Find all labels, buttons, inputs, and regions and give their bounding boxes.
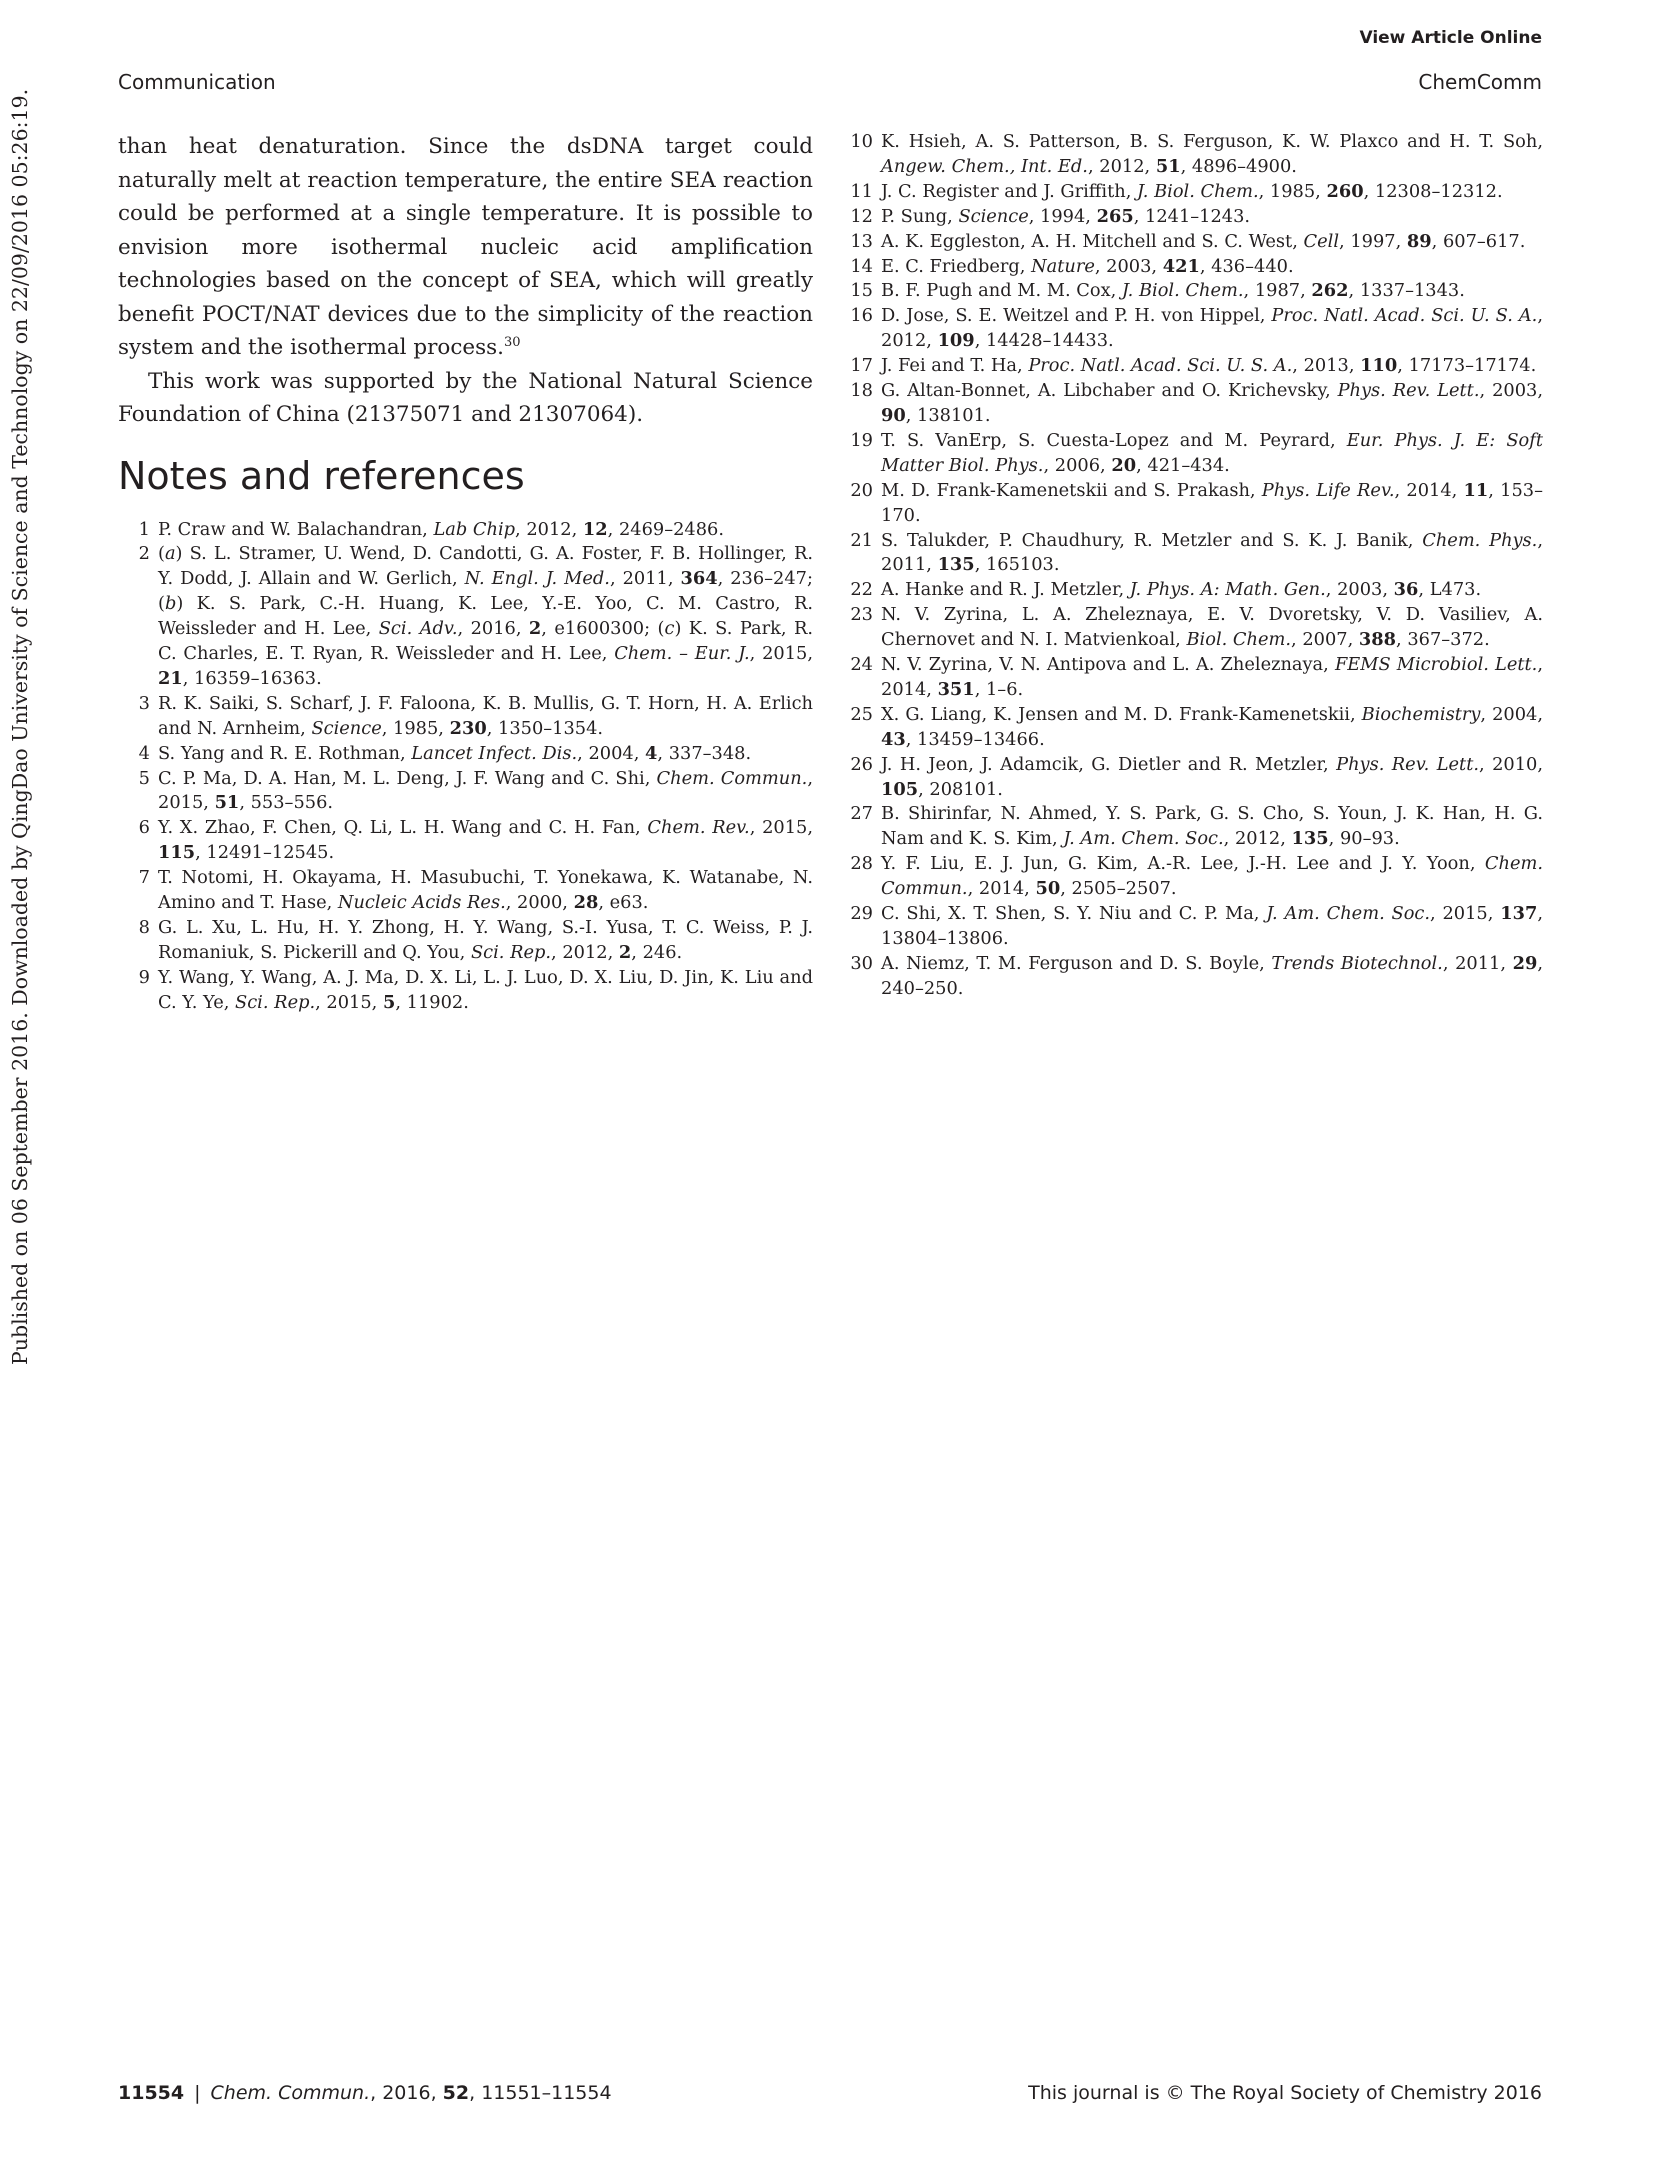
reference-item	[118, 767, 813, 817]
reference-text: A. K. Eggleston, A. H. Mitchell and S. C. West, Cell, 1997, 89, 607–617.	[881, 230, 1526, 252]
view-article-online-link[interactable]: View Article Online	[1359, 28, 1542, 48]
left-column	[118, 130, 813, 1016]
reference-text: D. Jose, S. E. Weitzel and P. H. von Hippel, Proc. Natl. Acad. Sci. U. S. A., 2012, 109, 14428–14433.	[881, 305, 1543, 352]
reference-item	[843, 379, 1543, 429]
reference-text: A. Niemz, T. M. Ferguson and D. S. Boyle, Trends Biotechnol., 2011, 29, 240–250.	[881, 952, 1543, 999]
reference-item	[843, 429, 1543, 479]
reference-text: Y. Wang, Y. Wang, A. J. Ma, D. X. Li, L. J. Luo, D. X. Liu, D. Jin, K. Liu and C. Y. Ye, Sci. Rep., 2015, 5, 11902.	[158, 966, 813, 1013]
reference-item	[118, 542, 813, 691]
reference-text: N. V. Zyrina, V. N. Antipova and L. A. Zheleznaya, FEMS Microbiol. Lett., 2014, 351, 1–6.	[881, 654, 1543, 700]
body-text	[118, 130, 813, 432]
reference-number: 28	[850, 853, 873, 875]
page-footer	[118, 2082, 1542, 2112]
reference-item	[118, 816, 813, 866]
reference-number: 25	[850, 703, 873, 725]
reference-number: 30	[850, 952, 873, 974]
reference-number: 17	[850, 355, 873, 377]
reference-text: G. L. Xu, L. Hu, H. Y. Zhong, H. Y. Wang, S.-I. Yusa, T. C. Weiss, P. J. Romaniuk, S. Pickerill and Q. You, Sci. Rep., 2012, 2, 246.	[158, 917, 813, 963]
acknowledgement-paragraph: This work was supported by the National Natural Science Foundation of China (21375071 and 21307064).	[118, 368, 813, 427]
reference-text: T. Notomi, H. Okayama, H. Masubuchi, T. Yonekawa, K. Watanabe, N. Amino and T. Hase, Nucleic Acids Res., 2000, 28, e63.	[158, 867, 813, 914]
reference-text: N. V. Zyrina, L. A. Zheleznaya, E. V. Dvoretsky, V. D. Vasiliev, A. Chernovet and N. I. Matvienkoal, Biol. Chem., 2007, 388, 367–372.	[881, 604, 1543, 651]
reference-number: 14	[850, 255, 873, 277]
reference-item	[843, 952, 1543, 1002]
reference-item	[118, 742, 813, 767]
reference-text: (a) S. L. Stramer, U. Wend, D. Candotti, G. A. Foster, F. B. Hollinger, R. Y. Dodd, J. Allain and W. Gerlich, N. Engl. J. Med., 2011, 364, 236–247; (b) K. S. Park, C.-H. Huang, K. Lee, Y.-E. Yoo, C. M. Castro, R. Weissleder and H. Lee, Sci. Adv., 2016, 2, e1600300; (c) K. S. Park, R. C. Charles, E. T. Ryan, R. Weissleder and H. Lee, Chem. – Eur. J., 2015, 21, 16359–16363.	[158, 543, 814, 689]
reference-number: 15	[850, 280, 873, 302]
reference-item	[843, 578, 1543, 603]
reference-list-left	[118, 518, 813, 1016]
reference-number: 10	[850, 131, 873, 152]
reference-number: 27	[850, 803, 873, 825]
reference-text: S. Yang and R. E. Rothman, Lancet Infect. Dis., 2004, 4, 337–348.	[158, 742, 752, 764]
reference-number: 23	[850, 604, 873, 626]
reference-text: Y. X. Zhao, F. Chen, Q. Li, L. H. Wang and C. H. Fan, Chem. Rev., 2015, 115, 12491–12545.	[158, 817, 813, 864]
reference-text: J. H. Jeon, J. Adamcik, G. Dietler and R. Metzler, Phys. Rev. Lett., 2010, 105, 208101.	[881, 753, 1543, 800]
section-label: Communication	[118, 70, 276, 94]
reference-number: 21	[850, 529, 873, 551]
reference-number: 19	[850, 429, 873, 451]
reference-text: C. P. Ma, D. A. Han, M. L. Deng, J. F. Wang and C. Shi, Chem. Commun., 2015, 51, 553–556.	[158, 767, 813, 814]
reference-number: 8	[138, 917, 150, 938]
reference-item	[843, 255, 1543, 280]
reference-item	[843, 304, 1543, 354]
reference-text: S. Talukder, P. Chaudhury, R. Metzler and S. K. J. Banik, Chem. Phys., 2011, 135, 165103.	[881, 529, 1543, 576]
reference-item	[843, 479, 1543, 529]
reference-number: 12	[850, 205, 873, 227]
reference-item	[118, 692, 813, 742]
reference-number: 3	[138, 692, 150, 714]
reference-number: 13	[850, 230, 873, 252]
reference-number: 2	[138, 543, 150, 565]
reference-item	[843, 902, 1543, 952]
notes-heading: Notes and references	[118, 453, 525, 498]
reference-text: C. Shi, X. T. Shen, S. Y. Niu and C. P. Ma, J. Am. Chem. Soc., 2015, 137, 13804–13806.	[881, 903, 1543, 949]
reference-text: T. S. VanErp, S. Cuesta-Lopez and M. Peyrard, Eur. Phys. J. E: Soft Matter Biol. Phys., 2006, 20, 421–434.	[881, 429, 1543, 476]
reference-item	[843, 603, 1543, 653]
reference-item	[843, 852, 1543, 902]
page-number: 11554	[118, 2082, 185, 2104]
reference-item	[843, 753, 1543, 803]
reference-item	[843, 180, 1543, 205]
reference-item	[118, 518, 813, 543]
reference-text: P. Craw and W. Balachandran, Lab Chip, 2012, 12, 2469–2486.	[158, 518, 725, 540]
reference-number: 11	[850, 180, 873, 202]
reference-number: 5	[138, 767, 150, 789]
journal-name: ChemComm	[1418, 70, 1542, 94]
reference-text: K. Hsieh, A. S. Patterson, B. S. Ferguson, K. W. Plaxco and H. T. Soh, Angew. Chem., Int. Ed., 2012, 51, 4896–4900.	[881, 131, 1543, 177]
footer-separator: |	[194, 2082, 201, 2104]
reference-text: X. G. Liang, K. Jensen and M. D. Frank-Kamenetskii, Biochemistry, 2004, 43, 13459–13466.	[881, 703, 1543, 750]
reference-item	[118, 916, 813, 966]
footer-citation	[118, 2082, 612, 2104]
reference-item	[118, 866, 813, 916]
reference-item	[843, 130, 1543, 180]
journal-citation: Chem. Commun., 2016, 52, 11551–11554	[210, 2082, 612, 2104]
reference-text: M. D. Frank-Kamenetskii and S. Prakash, Phys. Life Rev., 2014, 11, 153–170.	[881, 479, 1543, 526]
reference-item	[843, 529, 1543, 579]
reference-text: R. K. Saiki, S. Scharf, J. F. Faloona, K. B. Mullis, G. T. Horn, H. A. Erlich and N. Arnheim, Science, 1985, 230, 1350–1354.	[158, 692, 813, 739]
reference-text: A. Hanke and R. J. Metzler, J. Phys. A: Math. Gen., 2003, 36, L473.	[881, 579, 1482, 601]
reference-text: E. C. Friedberg, Nature, 2003, 421, 436–440.	[881, 255, 1294, 277]
reference-item	[843, 653, 1543, 703]
reference-number: 4	[138, 742, 150, 764]
reference-item	[118, 966, 813, 1016]
reference-item	[843, 279, 1543, 304]
reference-number: 1	[138, 518, 150, 540]
reference-item	[843, 703, 1543, 753]
reference-item	[843, 354, 1543, 379]
publication-stamp: Published on 06 September 2016. Downloaded by QingDao University of Science and Technology on 22/09/2016 05:26:19.	[8, 88, 32, 1365]
reference-text: J. Fei and T. Ha, Proc. Natl. Acad. Sci. U. S. A., 2013, 110, 17173–17174.	[881, 355, 1537, 377]
reference-text: P. Sung, Science, 1994, 265, 1241–1243.	[881, 205, 1251, 227]
reference-number: 20	[850, 479, 873, 501]
reference-number: 24	[850, 654, 873, 676]
reference-number: 18	[850, 380, 873, 402]
reference-text: B. Shirinfar, N. Ahmed, Y. S. Park, G. S. Cho, S. Youn, J. K. Han, H. G. Nam and K. S. Kim, J. Am. Chem. Soc., 2012, 135, 90–93.	[881, 803, 1543, 850]
reference-number: 9	[138, 966, 150, 988]
reference-text: Y. F. Liu, E. J. Jun, G. Kim, A.-R. Lee, J.-H. Lee and J. Y. Yoon, Chem. Commun., 2014, 50, 2505–2507.	[881, 853, 1543, 900]
reference-number: 29	[850, 903, 873, 925]
body-paragraph-1: than heat denaturation. Since the dsDNA target could naturally melt at reaction temperature, the entire SEA reaction could be performed at a single temperature. It is possible to envision more isothermal nucleic acid amplification technologies based on the concept of SEA, which will greatly benefit POCT/NAT devices due to the simplicity of the reaction system and the isothermal process.$^{30}$	[118, 134, 813, 360]
reference-text: B. F. Pugh and M. M. Cox, J. Biol. Chem., 1987, 262, 1337–1343.	[881, 280, 1465, 302]
reference-item	[843, 205, 1543, 230]
reference-text: G. Altan-Bonnet, A. Libchaber and O. Krichevsky, Phys. Rev. Lett., 2003, 90, 138101.	[881, 380, 1543, 426]
reference-number: 7	[138, 867, 150, 889]
running-head	[118, 70, 1542, 100]
reference-list-right	[843, 130, 1543, 1002]
right-column	[843, 130, 1543, 1002]
reference-text: J. C. Register and J. Griffith, J. Biol. Chem., 1985, 260, 12308–12312.	[881, 180, 1503, 202]
reference-number: 26	[850, 753, 873, 775]
reference-number: 6	[138, 817, 150, 839]
reference-item	[843, 230, 1543, 255]
reference-number: 16	[850, 305, 873, 327]
reference-number: 22	[850, 579, 873, 601]
copyright-notice: This journal is © The Royal Society of Chemistry 2016	[1028, 2082, 1542, 2104]
reference-item	[843, 802, 1543, 852]
